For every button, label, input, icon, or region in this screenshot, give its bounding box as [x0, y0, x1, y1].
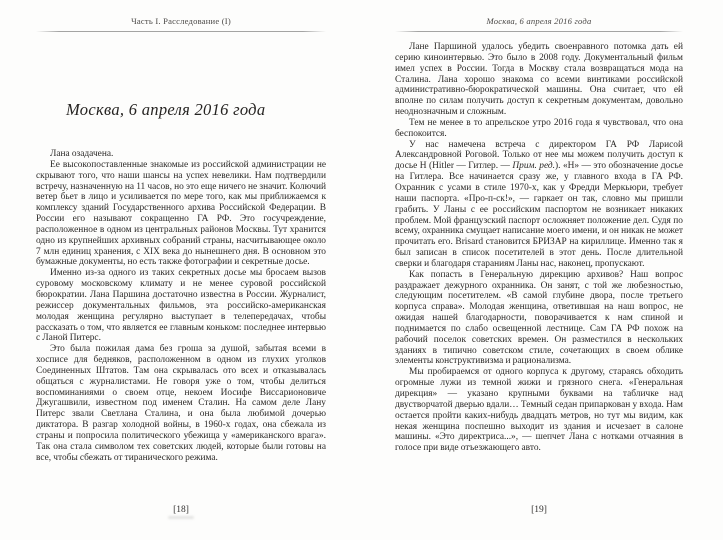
paragraph: Именно из-за одного из таких секретных досье мы бросаем вызов суровому московскому климату и не менее суровой российской бюрократии. Лана Паршина достаточно известна в России. Журналист, режиссер документальных фильмов, эта российско-американская молодая женщина регулярно выступает в телепередачах, чтобы рассказать о том, что является ее главным коньком: последнее интервью с Ланой Питерс.: [36, 268, 326, 344]
editorial-note: Прим. ред.: [512, 161, 556, 172]
paragraph: Лана озадачена.: [50, 149, 114, 159]
scan-artifact: [168, 516, 194, 519]
paragraph: Мы пробираемся от одного корпуса к другому, стараясь обходить огромные лужи из темной жижи и грязного снега. «Генеральная дирекция» — указано крупными буквами на табличке над двустворчатой дверью вдали… Темный седан припаркован у входа. Нам остается пройти каких-нибудь двадцать метров, но тут мы видим, как некая женщина поспешно выходит из здания и исчезает в салоне машины. «Это директриса...», — шепчет Лана с нотками отчаяния в голосе при виде отъезжающего авто.: [395, 367, 683, 454]
paragraph: [395, 140, 683, 270]
paragraph: Как попасть в Генеральную дирекцию архивов? Наш вопрос раздражает дежурного охранника. Он занят, с той же любезностью, следующим посетителем. «В самой глубине двора, после третьего корпуса справа». Молодая женщина, ответившая на наш вопрос, не ожидая нашей благодарности, поворачивается к нам спиной и поднимается по слабо освещенной лестнице. Сам ГА РФ похож на рабочий поселок советских времен. Он разместился в нескольких зданиях в типично советском стиле, сочетающих в своем облике элементы конструктивизма и рационализма.: [395, 269, 683, 367]
running-header-right: Москва, 6 апреля 2016 года: [486, 16, 592, 26]
page-right: [395, 0, 683, 540]
paragraph: Это была пожилая дама без гроша за душой, забытая всеми в хосписе для бедняков, расположенном в одном из глухих уголков Соединенных Штатов. Там она скрывалась ото всех и отказывалась общаться с журналистами. Не говоря уже о том, чтобы делиться воспоминаниями о своем отце, некоем Иосифе Виссарионовиче Джугашвили, известном под именем Сталин. На самом деле Лану Питерс звали Светлана Сталина, и она была любимой дочерью диктатора. В разгар холодной войны, в 1960-х годах, она сбежала из страны и попросила политического убежища у «американского врага». Так она стала символом тех советских людей, которые были готовы на все, чтобы сбежать от тиранического режима.: [36, 344, 326, 463]
header-rule-left: [36, 31, 326, 32]
chapter-title: Москва, 6 апреля 2016 года: [66, 100, 266, 119]
paragraph: Тем не менее в то апрельское утро 2016 года я чувствовал, что она беспокоится.: [395, 117, 683, 139]
header-rule-right: [395, 31, 683, 32]
body-text-right: [395, 42, 683, 454]
page-number-left: [18]: [173, 505, 189, 515]
paragraph-segment: У нас намечена встреча с директором ГА РФ Ларисой Александровной Роговой. Только от нее мы можем получить доступ к досье H (Hitler — Гитлер. —: [395, 139, 683, 172]
paragraph-segment: ). «Н» — это обозначение досье на Гитлера. Все начинается сразу же, у главного входа в ГА РФ. Охранник с усами в стиле 1970-х, как у Фредди Меркьюри, требует наши паспорта. «Про-п-ск!», — гаркает он так, словно мы пришли грабить. У Ланы с ее российским паспортом не возникает никаких проблем. Мой французский паспорт осложняет положение дел. Судя по всему, охранника смущает написание моего имени, и он никак не может прочитать его. Brisard становится БРИЗАР на кириллице. Именно так я был записан в список посетителей в этот день. После длительной сверки и благодаря стараниям Ланы нас, наконец, пропускают.: [395, 161, 683, 269]
paragraph: Лане Паршиной удалось убедить своенравного потомка дать ей серию киноинтервью. Это было в 2008 году. Документальный фильм имел успех в России. Тогда в Москву стала возвращаться мода на Сталина. Лана хорошо знакома со всеми винтиками российской административно-бюрократической машины. Она считает, что ей вполне по силам получить доступ к секретным документам, довольно неоднозначным и сложным.: [395, 42, 683, 118]
page-number-right: [19]: [531, 505, 547, 515]
running-header-left: Часть I. Расследование (I): [131, 16, 231, 26]
page-left: [36, 0, 326, 540]
paragraph: Ее высокопоставленные знакомые из российской администрации не скрывают того, что наши шансы на успех невелики. Нам подтвердили встречу, назначенную на 11 часов, но это еще ничего не значит. Колючий ветер бьет в лицо и усиливается по мере того, как мы приближаемся к комплексу зданий Государственного архива Российской Федерации. В России его называют сокращенно ГА РФ. Это госучреждение, расположенное в одном из центральных районов Москвы. Тут хранится одно из крупнейших архивных собраний страны, насчитывающее около 7 млн единиц хранения, с XIX века до нынешнего дня. В основном это бумажные документы, но есть также фотографии и секретные досье.: [36, 159, 326, 268]
body-text-left: [36, 149, 326, 463]
